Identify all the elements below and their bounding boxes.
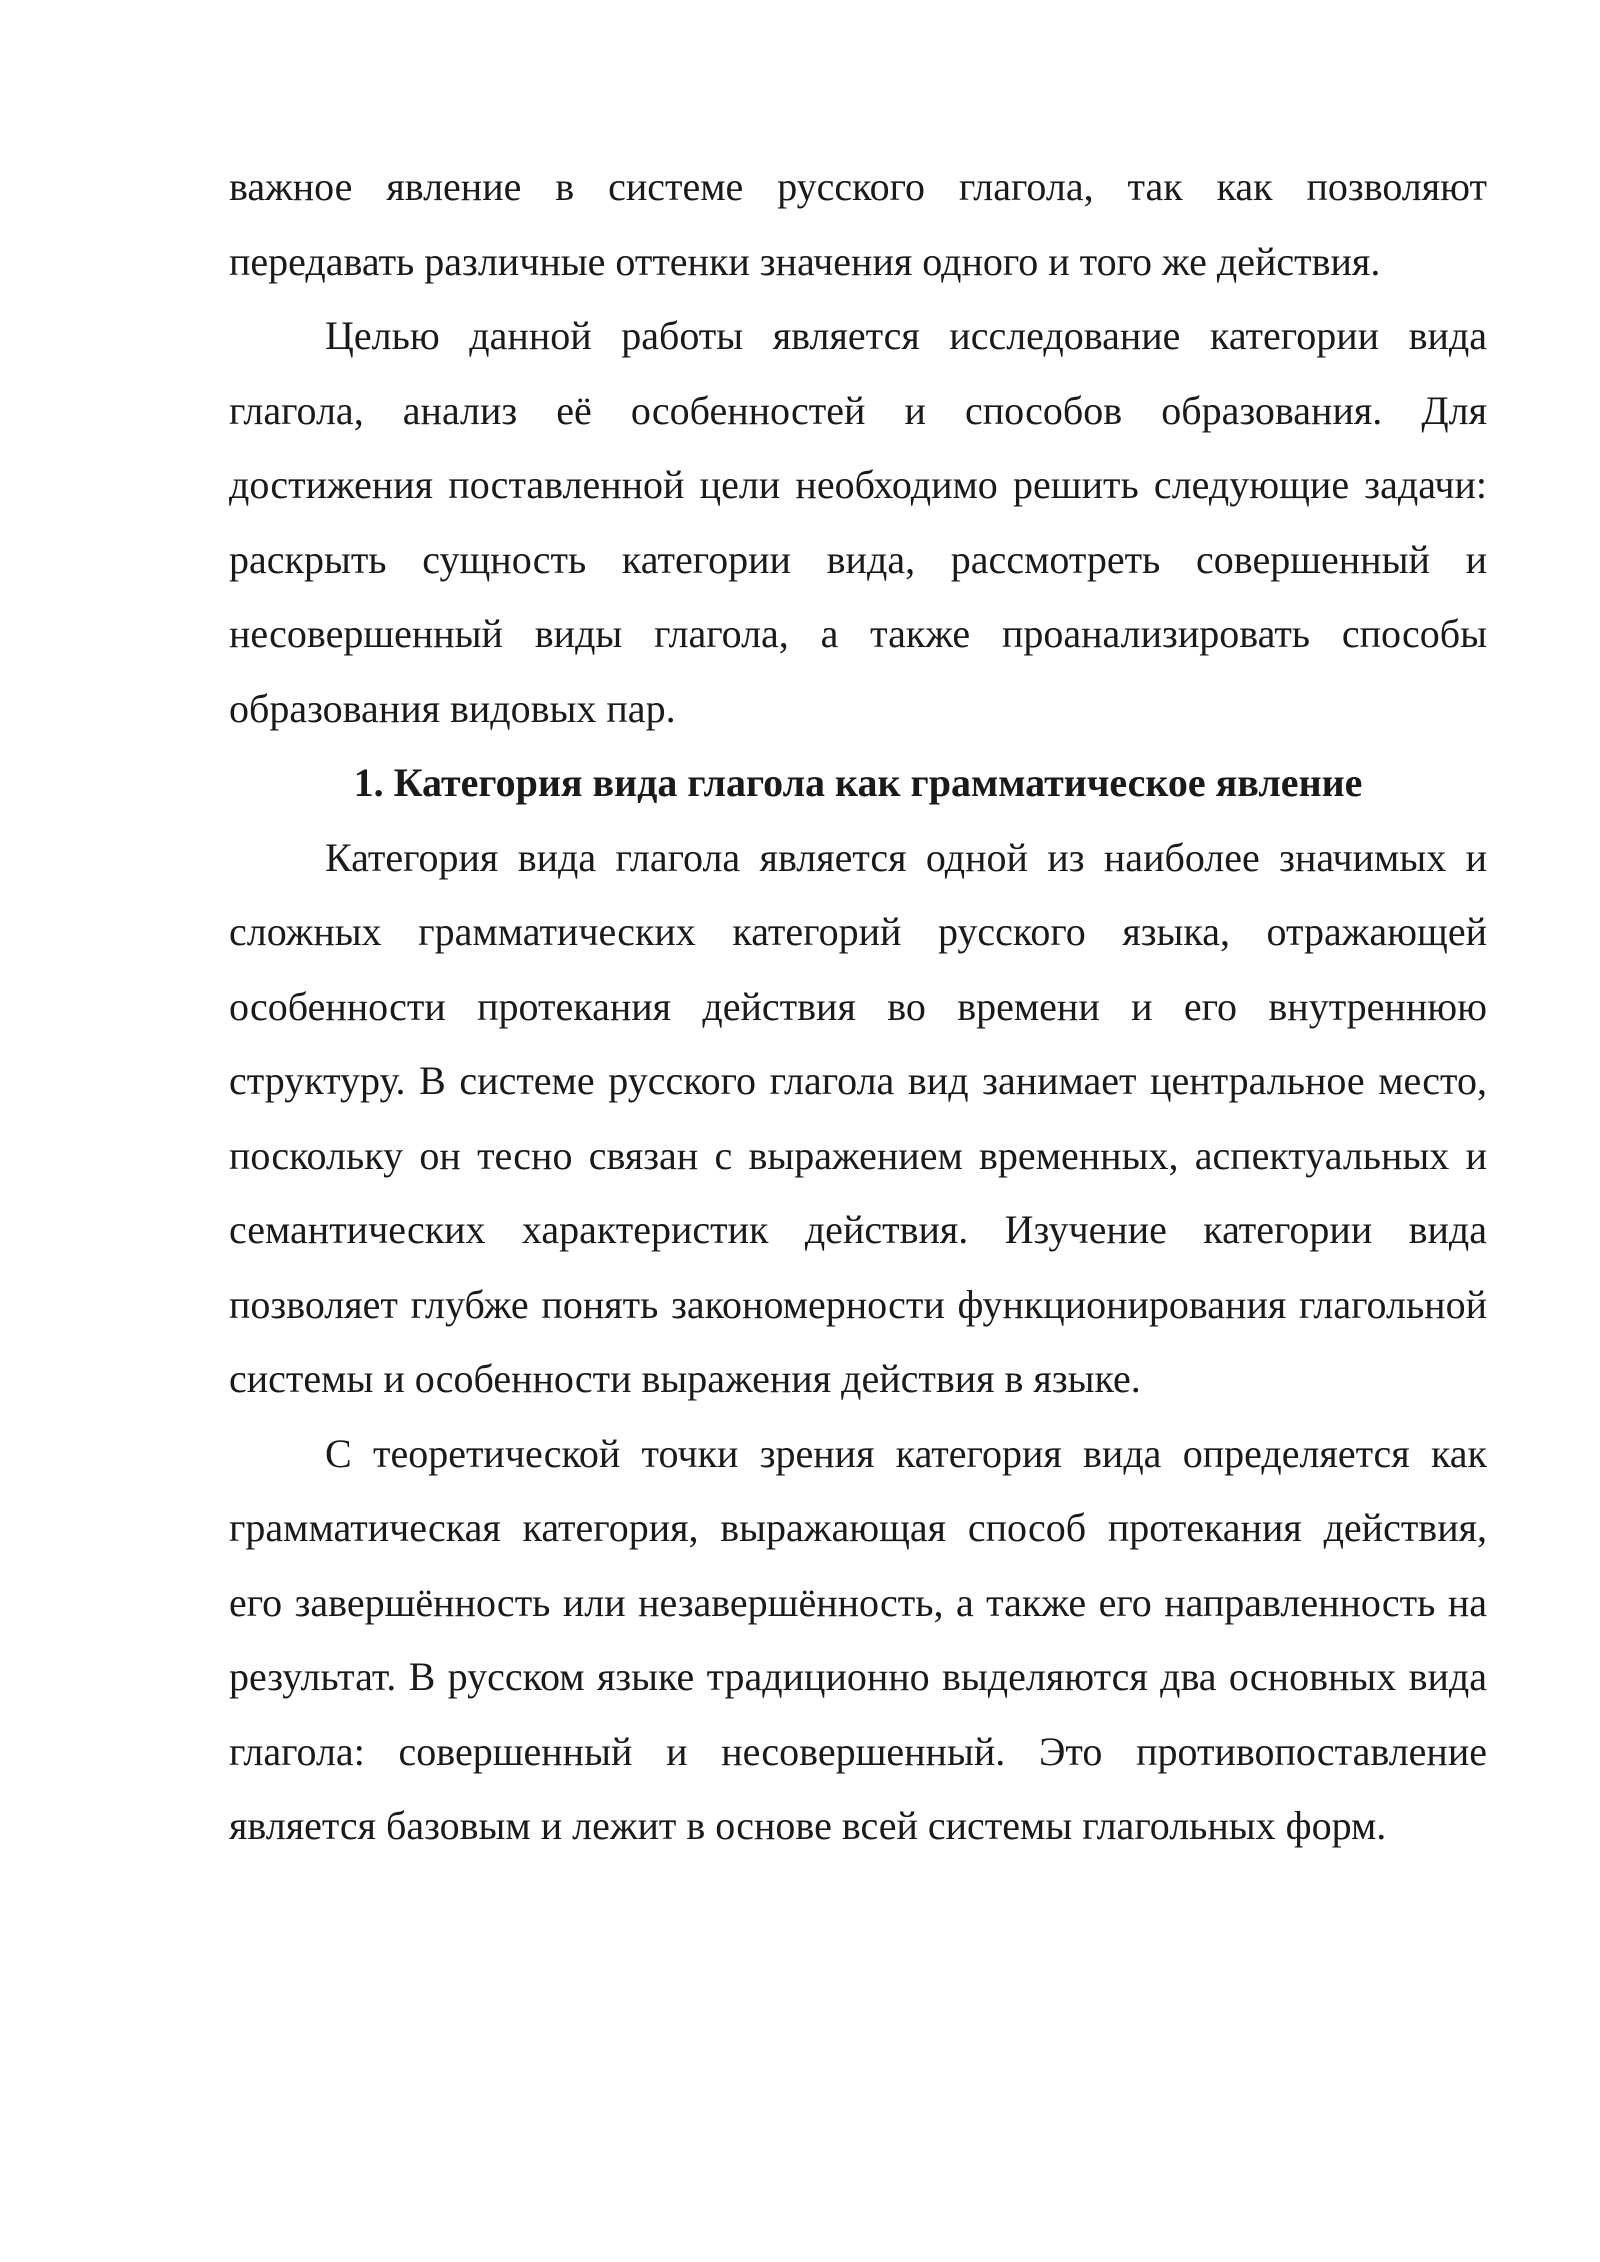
paragraph-theory: С теоретической точки зрения категория вида определяется как грамматическая категория, выражающая способ протекания действия, его завершённость или незавершённость, а также его направленность на результат. В русском языке традиционно выделяются два основных вида глагола: совершенный и несовершенный. Это противопоставление является базовым и лежит в основе всей системы глагольных форм.	[229, 1430, 1487, 1848]
paragraph-goal: Целью данной работы является исследование категории вида глагола, анализ её особенностей и способов образования. Для достижения поставленной цели необходимо решить следующие задачи: раскрыть сущность категории вида, рассмотреть совершенный и несовершенный виды глагола, а также проанализировать способы образования видовых пар.	[229, 313, 1487, 731]
paragraph-category-intro: Категория вида глагола является одной из наиболее значимых и сложных грамматических категорий русского языка, отражающей особенности протекания действия во времени и его внутреннюю структуру. В системе русского глагола вид занимает центральное место, поскольку он тесно связан с выражением временных, аспектуальных и семантических характеристик действия. Изучение категории вида позволяет глубже понять закономерности функционирования глагольной системы и особенности выражения действия в языке.	[229, 834, 1487, 1401]
paragraph-continuation: важное явление в системе русского глагола, так как позволяют передавать различные оттенки значения одного и того же действия.	[229, 164, 1487, 284]
document-page	[229, 150, 1487, 1864]
section-heading: 1. Категория вида глагола как грамматическое явление	[353, 760, 1363, 805]
